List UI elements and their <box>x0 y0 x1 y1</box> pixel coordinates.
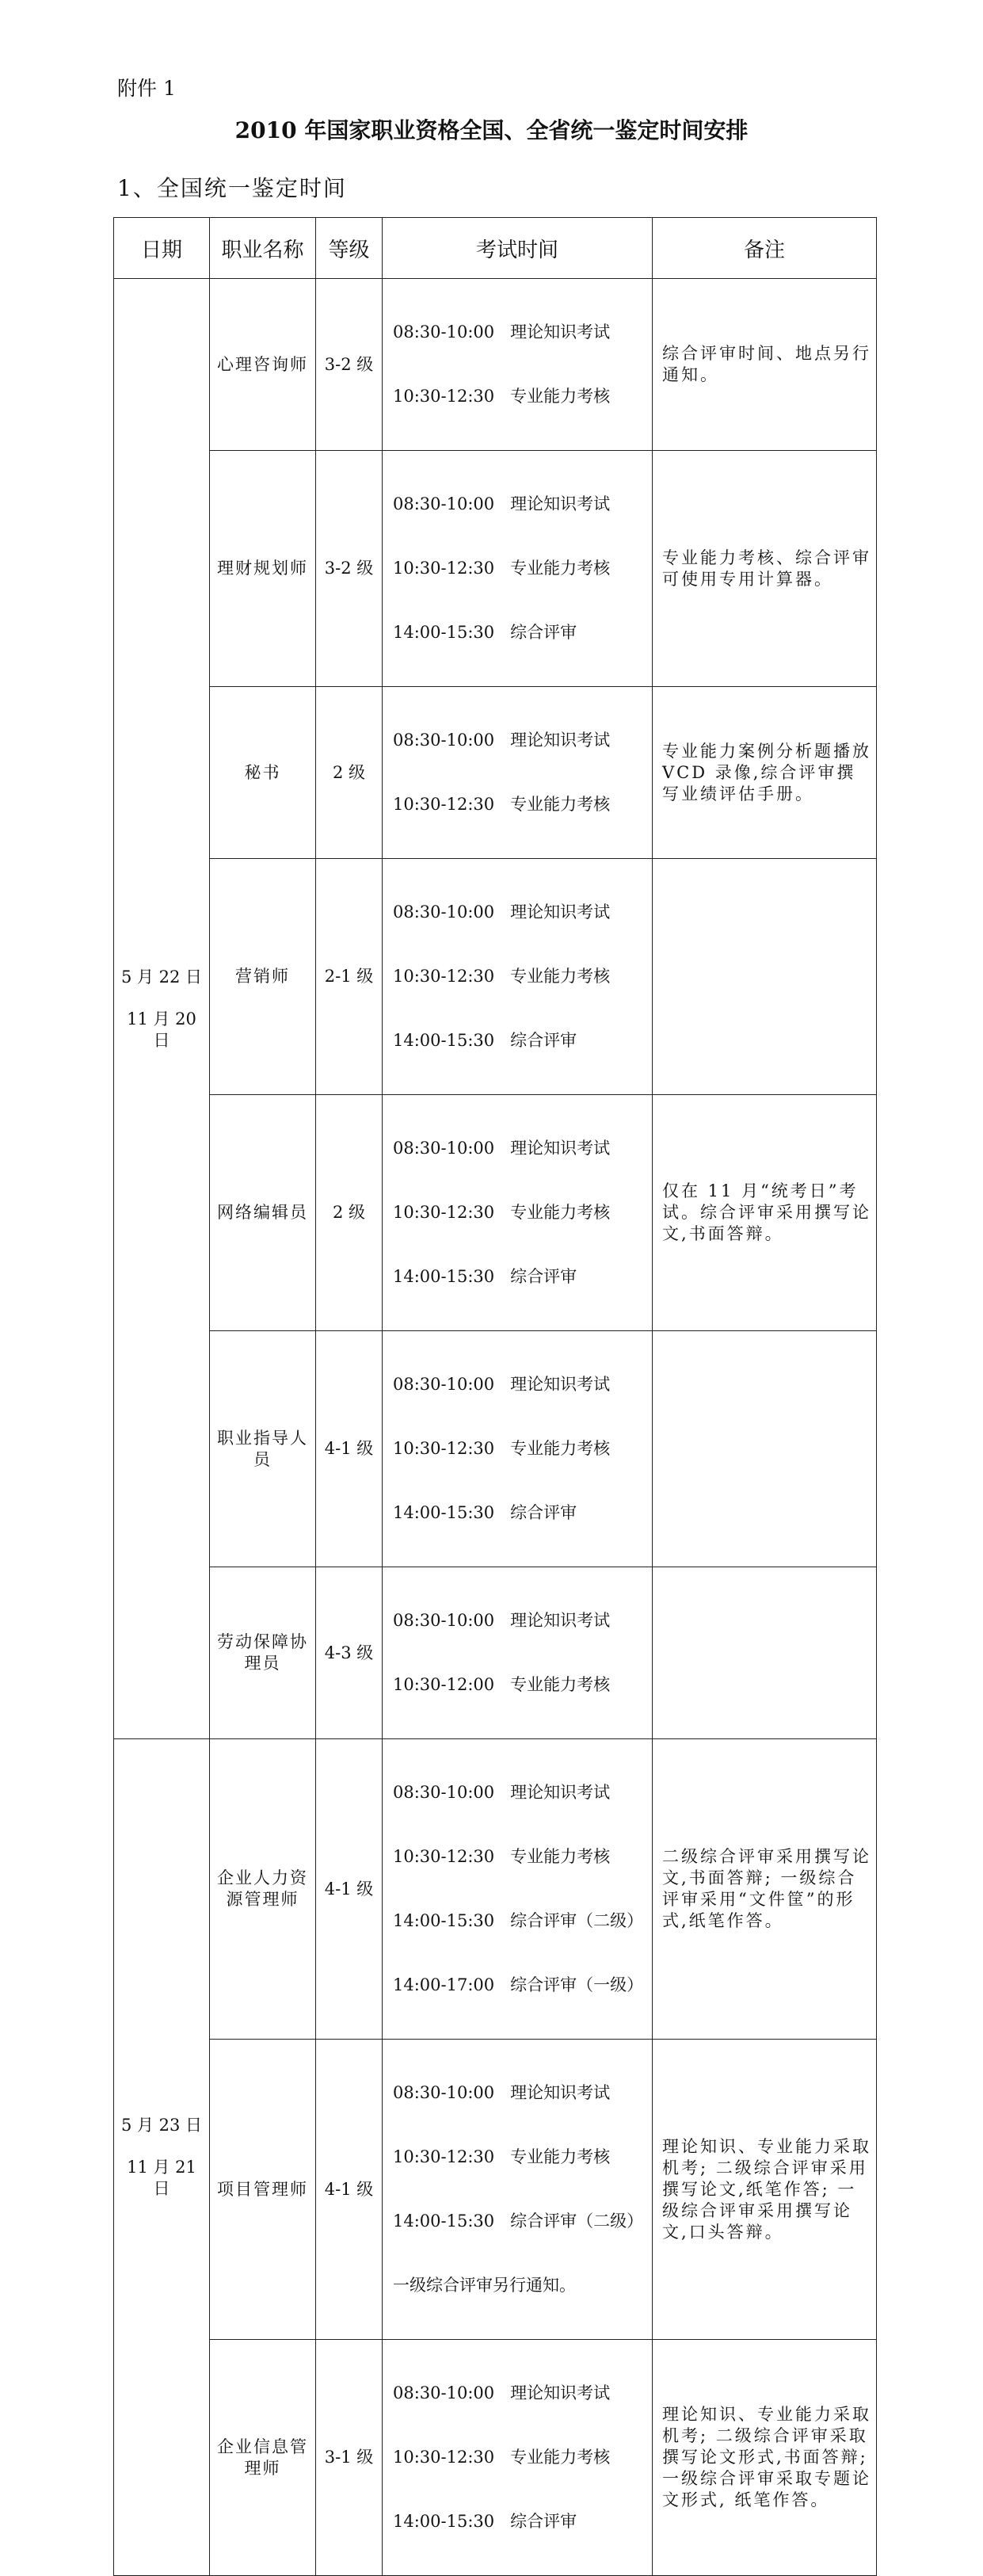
time-line: 08:30-10:00 理论知识考试 <box>393 1375 611 1394</box>
header-occupation: 职业名称 <box>210 218 316 279</box>
date-line: 11 月 20 <box>127 1009 196 1028</box>
date-cell <box>114 279 210 1739</box>
time-line: 14:00-15:30 综合评审 <box>393 623 577 642</box>
level: 3-2 级 <box>316 279 383 451</box>
level: 4-1 级 <box>316 2040 383 2340</box>
exam-times <box>383 687 653 859</box>
table-row <box>114 687 877 859</box>
time-line: 一级综合评审另行通知。 <box>393 2276 576 2295</box>
time-line: 08:30-10:00 理论知识考试 <box>393 1611 611 1630</box>
time-line: 08:30-10:00 理论知识考试 <box>393 494 611 513</box>
attachment-label: 附件 1 <box>117 77 176 100</box>
header-date: 日期 <box>114 218 210 279</box>
time-line: 08:30-10:00 理论知识考试 <box>393 2083 611 2102</box>
date-line: 5 月 23 日 <box>120 2116 203 2135</box>
time-line: 10:30-12:30 专业能力考核 <box>393 559 611 578</box>
date-line: 日 <box>153 1030 170 1050</box>
level: 2-1 级 <box>316 859 383 1095</box>
remarks: 理论知识、专业能力采取机考; 二级综合评审采用撰写论文,纸笔作答; 一级综合评审采用撰写论文,口头答辩。 <box>653 2040 877 2340</box>
occupation-name: 秘书 <box>210 687 316 859</box>
exam-times <box>383 1095 653 1331</box>
occupation-name: 网络编辑员 <box>210 1095 316 1331</box>
remarks: 专业能力案例分析题播放 VCD 录像,综合评审撰写业绩评估手册。 <box>653 687 877 859</box>
level: 4-3 级 <box>316 1567 383 1739</box>
occupation-name: 企业信息管理师 <box>210 2340 316 2576</box>
time-line: 10:30-12:30 专业能力考核 <box>393 1439 611 1458</box>
occupation-name: 营销师 <box>210 859 316 1095</box>
exam-times <box>383 859 653 1095</box>
schedule-table <box>113 217 877 2576</box>
remarks <box>653 859 877 1095</box>
remarks: 综合评审时间、地点另行通知。 <box>653 279 877 451</box>
time-line: 10:30-12:30 专业能力考核 <box>393 795 611 814</box>
remarks <box>653 1567 877 1739</box>
time-line: 08:30-10:00 理论知识考试 <box>393 1783 611 1802</box>
table-row <box>114 859 877 1095</box>
remarks: 专业能力考核、综合评审可使用专用计算器。 <box>653 451 877 687</box>
remarks: 理论知识、专业能力采取机考; 二级综合评审采取撰写论文形式,书面答辩; 一级综合评审采取专题论文形式, 纸笔作答。 <box>653 2340 877 2576</box>
level: 4-1 级 <box>316 1739 383 2040</box>
level: 2 级 <box>316 1095 383 1331</box>
level: 2 级 <box>316 687 383 859</box>
time-line: 14:00-15:30 综合评审 <box>393 2512 577 2531</box>
page-title: 2010 年国家职业资格全国、全省统一鉴定时间安排 <box>234 117 749 143</box>
remarks: 二级综合评审采用撰写论文,书面答辩; 一级综合评审采用“文件筐”的形式,纸笔作答。 <box>653 1739 877 2040</box>
exam-times <box>383 451 653 687</box>
date-line: 11 月 21 <box>127 2158 196 2177</box>
table-row <box>114 1739 877 2040</box>
exam-times <box>383 2340 653 2576</box>
occupation-name: 企业人力资源管理师 <box>210 1739 316 2040</box>
exam-times <box>383 279 653 451</box>
time-line: 14:00-15:30 综合评审（二级） <box>393 1911 644 1930</box>
header-level: 等级 <box>316 218 383 279</box>
occupation-name: 职业指导人员 <box>210 1331 316 1567</box>
header-remarks: 备注 <box>653 218 877 279</box>
level: 3-1 级 <box>316 2340 383 2576</box>
occupation-name: 理财规划师 <box>210 451 316 687</box>
date-cell <box>114 1739 210 2576</box>
table-row <box>114 279 877 451</box>
time-line: 14:00-15:30 综合评审 <box>393 1503 577 1522</box>
time-line: 14:00-15:30 综合评审（二级） <box>393 2212 644 2231</box>
time-line: 10:30-12:30 专业能力考核 <box>393 387 611 406</box>
occupation-name: 项目管理师 <box>210 2040 316 2340</box>
table-row <box>114 2040 877 2340</box>
level: 3-2 级 <box>316 451 383 687</box>
time-line: 08:30-10:00 理论知识考试 <box>393 1139 611 1158</box>
time-line: 10:30-12:30 专业能力考核 <box>393 967 611 986</box>
time-line: 14:00-15:30 综合评审 <box>393 1267 577 1286</box>
exam-times <box>383 2040 653 2340</box>
time-line: 08:30-10:00 理论知识考试 <box>393 731 611 750</box>
time-line: 08:30-10:00 理论知识考试 <box>393 322 611 342</box>
date-line: 日 <box>153 2179 170 2198</box>
table-row <box>114 1567 877 1739</box>
remarks <box>653 1331 877 1567</box>
occupation-name: 劳动保障协理员 <box>210 1567 316 1739</box>
exam-times <box>383 1739 653 2040</box>
table-row <box>114 451 877 687</box>
exam-times <box>383 1567 653 1739</box>
table-row <box>114 1331 877 1567</box>
remarks: 仅在 11 月“统考日”考试。综合评审采用撰写论文,书面答辩。 <box>653 1095 877 1331</box>
time-line: 08:30-10:00 理论知识考试 <box>393 903 611 922</box>
table-row <box>114 2340 877 2576</box>
time-line: 10:30-12:30 专业能力考核 <box>393 1847 611 1866</box>
exam-times <box>383 1331 653 1567</box>
date-line: 5 月 22 日 <box>120 967 203 987</box>
time-line: 14:00-15:30 综合评审 <box>393 1031 577 1050</box>
time-line: 10:30-12:30 专业能力考核 <box>393 1203 611 1222</box>
occupation-name: 心理咨询师 <box>210 279 316 451</box>
time-line: 08:30-10:00 理论知识考试 <box>393 2383 611 2402</box>
section-heading: 1、全国统一鉴定时间 <box>117 175 347 201</box>
time-line: 10:30-12:00 专业能力考核 <box>393 1675 611 1694</box>
time-line: 14:00-17:00 综合评审（一级） <box>393 1975 644 1994</box>
time-line: 10:30-12:30 专业能力考核 <box>393 2448 611 2467</box>
table-header-row <box>114 218 877 279</box>
time-line: 10:30-12:30 专业能力考核 <box>393 2147 611 2166</box>
level: 4-1 级 <box>316 1331 383 1567</box>
table-row <box>114 1095 877 1331</box>
header-exam-time: 考试时间 <box>383 218 653 279</box>
